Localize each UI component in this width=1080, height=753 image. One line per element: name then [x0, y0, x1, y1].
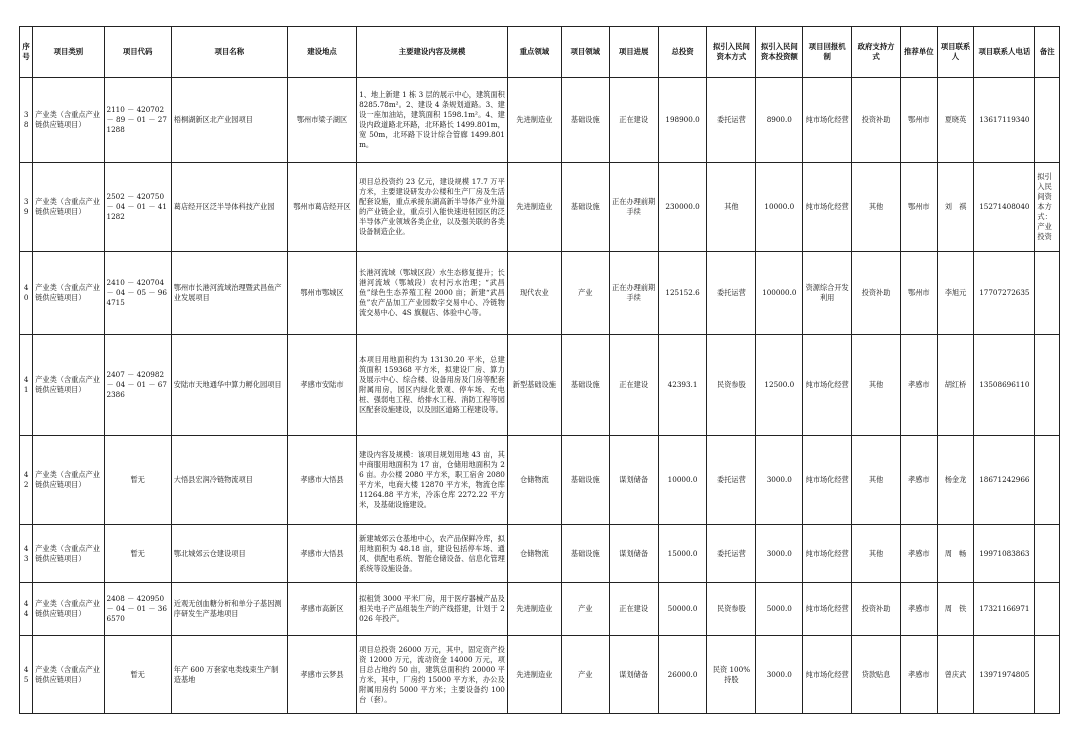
- cell-content: 长港河流域（鄂城区段）水生态修复提升；长港河流域（鄂城段）农村污水治理；“武昌鱼”绿色生态养殖工程 2000 亩；新建“武昌鱼”农产品加工产业园数字交易中心、冷链物流交易中心、4S 旗舰店、体验中心等。: [357, 252, 508, 335]
- cell-no: 45: [20, 636, 33, 714]
- cell-recommender: 孝感市: [901, 335, 938, 436]
- table-row: [20, 78, 1060, 163]
- cell-note: [1035, 78, 1060, 163]
- cell-field: 产业: [561, 252, 609, 335]
- cell-return: 纯市场化经营: [803, 436, 852, 525]
- cell-content: 项目总投资 26000 万元，其中，固定资产投资 12000 万元，流动资金 14000 万元，项目总占地约 50 亩，建筑总面积约 20000 平方米，其中，厂房约 15000 平方米，办公及附属用房约 5000 平方米；主要设备约 100 台（套）。: [357, 636, 508, 714]
- cell-progress: 谋划储备: [609, 525, 658, 583]
- cell-total: 230000.0: [658, 163, 707, 252]
- cell-progress: 正在建设: [609, 583, 658, 636]
- cell-field: 基础设施: [561, 335, 609, 436]
- header-support: 政府支持方式: [852, 27, 901, 78]
- cell-name: 近观无创血糖分析和单分子基因测序研发生产基地项目: [171, 583, 287, 636]
- cell-method: 委托运营: [707, 436, 756, 525]
- header-contact: 项目联系人: [937, 27, 974, 78]
- cell-method: 民资参股: [707, 583, 756, 636]
- cell-note: [1035, 436, 1060, 525]
- cell-no: 42: [20, 436, 33, 525]
- table-row: [20, 583, 1060, 636]
- cell-name: 梧桐湖新区北产业园项目: [171, 78, 287, 163]
- cell-total: 10000.0: [658, 436, 707, 525]
- cell-note: 拟引入民间资本方式：产业投资: [1035, 163, 1060, 252]
- cell-name: 大悟县宏润冷链物流项目: [171, 436, 287, 525]
- cell-private-amount: 10000.0: [756, 163, 803, 252]
- cell-recommender: 鄂州市: [901, 252, 938, 335]
- cell-total: 15000.0: [658, 525, 707, 583]
- cell-location: 孝感市云梦县: [287, 636, 356, 714]
- cell-code: 2407 － 420982 － 04 － 01 － 672386: [104, 335, 171, 436]
- cell-recommender: 孝感市: [901, 636, 938, 714]
- header-note: 备注: [1035, 27, 1060, 78]
- cell-category: 产业类（含重点产业链供应链项目）: [33, 163, 104, 252]
- cell-key-field: 先进制造业: [507, 583, 561, 636]
- table-row: [20, 252, 1060, 335]
- cell-key-field: 先进制造业: [507, 163, 561, 252]
- cell-private-amount: 3000.0: [756, 436, 803, 525]
- cell-method: 民资参股: [707, 335, 756, 436]
- cell-note: [1035, 583, 1060, 636]
- cell-total: 42393.1: [658, 335, 707, 436]
- cell-contact: 刘 祺: [937, 163, 974, 252]
- header-progress: 项目进展: [609, 27, 658, 78]
- cell-method: 委托运营: [707, 252, 756, 335]
- cell-no: 43: [20, 525, 33, 583]
- cell-contact: 周 畅: [937, 525, 974, 583]
- cell-key-field: 新型基础设施: [507, 335, 561, 436]
- cell-name: 鄂州市长港河流域治理暨武昌鱼产业发展项目: [171, 252, 287, 335]
- cell-content: 建设内容及规模：该项目规划用地 43 亩，其中商服用地面积为 17 亩，仓储用地面积为 26 亩。办公楼 2080 平方米，职工宿舍 2080 平方米，电商大楼 12870 平方米，物流仓库 11264.88 平方米，冷冻仓库 2272.22 平方米，及基础设施建设。: [357, 436, 508, 525]
- cell-progress: 正在建设: [609, 335, 658, 436]
- cell-name: 安陆市天地通华中算力孵化园项目: [171, 335, 287, 436]
- cell-note: [1035, 335, 1060, 436]
- cell-contact: 夏晓英: [937, 78, 974, 163]
- header-no: 序号: [20, 27, 33, 78]
- cell-category: 产业类（含重点产业链供应链项目）: [33, 583, 104, 636]
- header-location: 建设地点: [287, 27, 356, 78]
- header-row: [20, 27, 1060, 78]
- cell-phone: 13617119340: [974, 78, 1035, 163]
- cell-support: 投资补助: [852, 583, 901, 636]
- cell-code: 暂无: [104, 525, 171, 583]
- cell-phone: 18671242966: [974, 436, 1035, 525]
- cell-progress: 谋划储备: [609, 636, 658, 714]
- cell-location: 孝感市安陆市: [287, 335, 356, 436]
- cell-key-field: 现代农业: [507, 252, 561, 335]
- cell-phone: 15271408040: [974, 163, 1035, 252]
- cell-phone: 13508696110: [974, 335, 1035, 436]
- cell-progress: 正在建设: [609, 78, 658, 163]
- cell-content: 拟租赁 3000 平米厂房，用于医疗器械产品及相关电子产品组装生产的产线搭建，计划于 2026 年投产。: [357, 583, 508, 636]
- cell-content: 1、地上新建 1 栋 3 层的展示中心，建筑面积 8285.78m²。2、建设 4 条规划道路。3、建设一座加油站，建筑面积 1598.1m²。4、建设内政道路北环路，北环路长 1499.801m，宽 50m，北环路下设计综合管廊 1499.801m。: [357, 78, 508, 163]
- cell-contact: 曾庆武: [937, 636, 974, 714]
- cell-recommender: 鄂州市: [901, 163, 938, 252]
- cell-location: 鄂州市鄂城区: [287, 252, 356, 335]
- cell-category: 产业类（含重点产业链供应链项目）: [33, 636, 104, 714]
- cell-support: 投资补助: [852, 78, 901, 163]
- cell-name: 鄂北城郊云仓建设项目: [171, 525, 287, 583]
- cell-support: 其他: [852, 335, 901, 436]
- cell-no: 44: [20, 583, 33, 636]
- cell-progress: 正在办理前期手续: [609, 163, 658, 252]
- table-row: [20, 436, 1060, 525]
- cell-category: 产业类（含重点产业链供应链项目）: [33, 252, 104, 335]
- cell-field: 产业: [561, 583, 609, 636]
- cell-recommender: 孝感市: [901, 525, 938, 583]
- table-row: [20, 636, 1060, 714]
- cell-field: 基础设施: [561, 163, 609, 252]
- cell-location: 孝感市大悟县: [287, 436, 356, 525]
- cell-return: 纯市场化经营: [803, 335, 852, 436]
- cell-private-amount: 12500.0: [756, 335, 803, 436]
- cell-recommender: 孝感市: [901, 436, 938, 525]
- cell-code: 2408 － 420950 － 04 － 01 － 366570: [104, 583, 171, 636]
- cell-progress: 正在办理前期手续: [609, 252, 658, 335]
- cell-note: [1035, 252, 1060, 335]
- cell-private-amount: 3000.0: [756, 525, 803, 583]
- cell-phone: 17321166971: [974, 583, 1035, 636]
- cell-method: 委托运营: [707, 78, 756, 163]
- cell-key-field: 先进制造业: [507, 78, 561, 163]
- table-row: [20, 163, 1060, 252]
- cell-private-amount: 100000.0: [756, 252, 803, 335]
- cell-private-amount: 5000.0: [756, 583, 803, 636]
- cell-key-field: 仓储物流: [507, 525, 561, 583]
- header-return: 项目回报机制: [803, 27, 852, 78]
- cell-total: 26000.0: [658, 636, 707, 714]
- cell-method: 民资 100% 持股: [707, 636, 756, 714]
- cell-content: 本项目用地面积约为 13130.20 平米，总建筑面积 159368 平方米，拟建设厂房、算力及展示中心、综合楼、设备用房及门房等配套附属用房，园区内绿化景观、停车场、充电桩、强弱电工程、给排水工程、消防工程等园区配套设施建设，以及园区道路工程建设等。: [357, 335, 508, 436]
- cell-code: 2410 － 420704 － 04 － 05 － 964715: [104, 252, 171, 335]
- cell-return: 资源综合开发利用: [803, 252, 852, 335]
- cell-return: 纯市场化经营: [803, 636, 852, 714]
- cell-support: 其他: [852, 163, 901, 252]
- cell-key-field: 先进制造业: [507, 636, 561, 714]
- cell-recommender: 孝感市: [901, 583, 938, 636]
- table-row: [20, 335, 1060, 436]
- cell-private-amount: 3000.0: [756, 636, 803, 714]
- cell-no: 41: [20, 335, 33, 436]
- cell-return: 纯市场化经营: [803, 583, 852, 636]
- cell-no: 39: [20, 163, 33, 252]
- cell-location: 孝感市大悟县: [287, 525, 356, 583]
- cell-no: 40: [20, 252, 33, 335]
- cell-method: 其他: [707, 163, 756, 252]
- cell-note: [1035, 525, 1060, 583]
- cell-code: 2502 － 420750 － 04 － 01 － 411282: [104, 163, 171, 252]
- header-name: 项目名称: [171, 27, 287, 78]
- cell-field: 产业: [561, 636, 609, 714]
- cell-return: 纯市场化经营: [803, 78, 852, 163]
- header-total: 总投资: [658, 27, 707, 78]
- header-phone: 项目联系人电话: [974, 27, 1035, 78]
- cell-contact: 杨金龙: [937, 436, 974, 525]
- project-table: [19, 26, 1060, 714]
- cell-phone: 17707272635: [974, 252, 1035, 335]
- cell-recommender: 鄂州市: [901, 78, 938, 163]
- cell-support: 贷款贴息: [852, 636, 901, 714]
- cell-support: 投资补助: [852, 252, 901, 335]
- header-recommender: 推荐单位: [901, 27, 938, 78]
- cell-content: 新建城郊云仓基地中心，农产品保鲜冷库，拟用地面积为 48.18 亩，建设包括停车场、通风、供配电系统、智能仓储设备、信息化管理系统等设施设备。: [357, 525, 508, 583]
- header-field: 项目领域: [561, 27, 609, 78]
- cell-field: 基础设施: [561, 78, 609, 163]
- cell-field: 基础设施: [561, 525, 609, 583]
- cell-private-amount: 8900.0: [756, 78, 803, 163]
- cell-method: 委托运营: [707, 525, 756, 583]
- header-method: 拟引入民间资本方式: [707, 27, 756, 78]
- header-content: 主要建设内容及规模: [357, 27, 508, 78]
- cell-field: 基础设施: [561, 436, 609, 525]
- cell-support: 其他: [852, 436, 901, 525]
- header-category: 项目类别: [33, 27, 104, 78]
- cell-location: 鄂州市葛店经开区: [287, 163, 356, 252]
- cell-name: 年产 600 万套家电类线束生产制造基地: [171, 636, 287, 714]
- table-row: [20, 525, 1060, 583]
- cell-category: 产业类（含重点产业链供应链项目）: [33, 525, 104, 583]
- cell-content: 项目总投资约 23 亿元，建设规模 17.7 万平方米，主要建设研发办公楼和生产厂房及生活配套设施，重点承接东湖高新半导体产业外溢的产业链企业，重点引入能快速进驻园区的泛半导体产业领域各类企业，以及强关联的各类设备制造企业。: [357, 163, 508, 252]
- cell-total: 198900.0: [658, 78, 707, 163]
- cell-total: 125152.6: [658, 252, 707, 335]
- cell-contact: 周 铁: [937, 583, 974, 636]
- cell-name: 葛店经开区泛半导体科技产业园: [171, 163, 287, 252]
- header-code: 项目代码: [104, 27, 171, 78]
- cell-return: 纯市场化经营: [803, 525, 852, 583]
- cell-support: 其他: [852, 525, 901, 583]
- cell-progress: 谋划储备: [609, 436, 658, 525]
- cell-total: 50000.0: [658, 583, 707, 636]
- cell-no: 38: [20, 78, 33, 163]
- cell-code: 暂无: [104, 636, 171, 714]
- cell-return: 纯市场化经营: [803, 163, 852, 252]
- cell-location: 孝感市高新区: [287, 583, 356, 636]
- cell-note: [1035, 636, 1060, 714]
- cell-code: 2110 － 420702 － 89 － 01 － 271288: [104, 78, 171, 163]
- cell-phone: 13971974805: [974, 636, 1035, 714]
- cell-phone: 19971083863: [974, 525, 1035, 583]
- cell-contact: 李旭元: [937, 252, 974, 335]
- cell-location: 鄂州市梁子湖区: [287, 78, 356, 163]
- cell-category: 产业类（含重点产业链供应链项目）: [33, 78, 104, 163]
- cell-code: 暂无: [104, 436, 171, 525]
- cell-category: 产业类（含重点产业链供应链项目）: [33, 436, 104, 525]
- cell-key-field: 仓储物流: [507, 436, 561, 525]
- header-private-amount: 拟引入民间资本投资额: [756, 27, 803, 78]
- header-key-field: 重点领域: [507, 27, 561, 78]
- cell-category: 产业类（含重点产业链供应链项目）: [33, 335, 104, 436]
- cell-contact: 胡红桥: [937, 335, 974, 436]
